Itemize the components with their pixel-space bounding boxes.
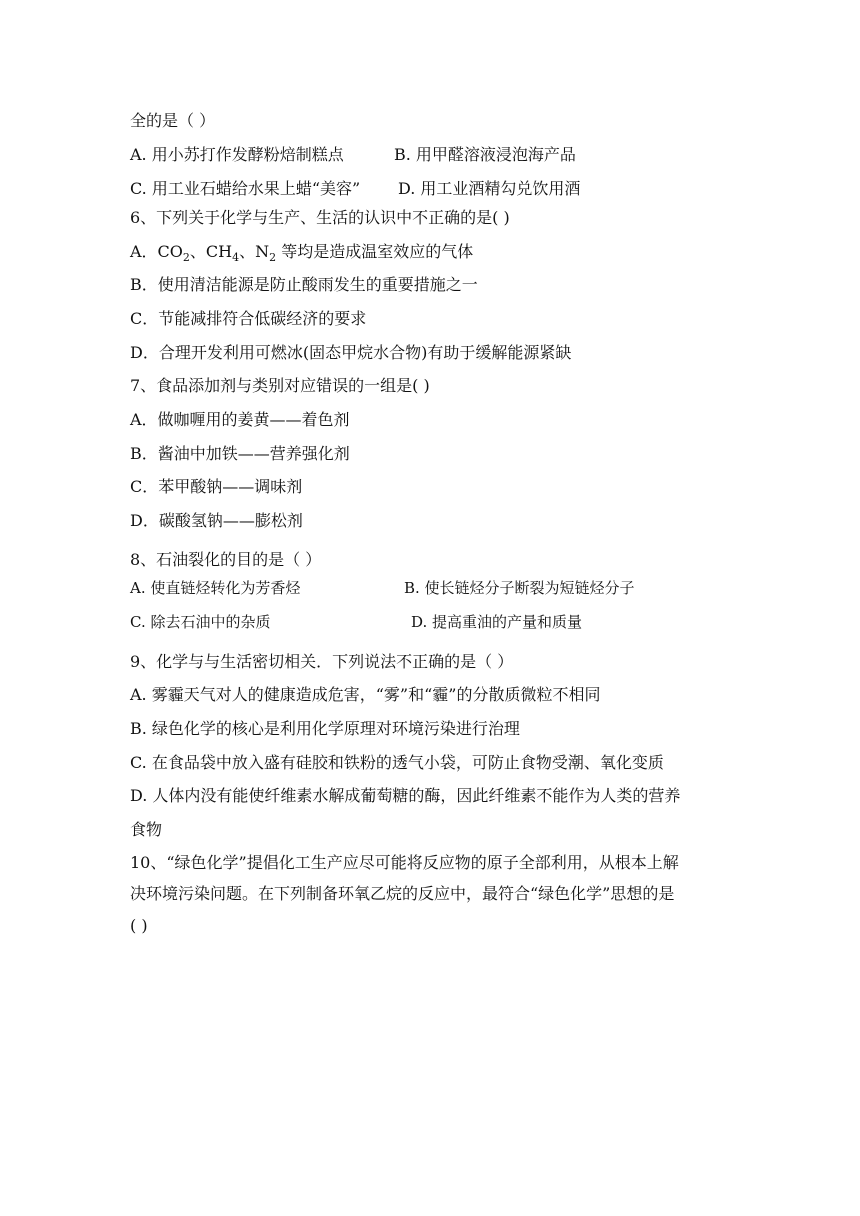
q8-option-d: D. 提高重油的产量和质量 [411, 613, 583, 631]
q6-option-d: D．合理开发利用可燃冰(固态甲烷水合物)有助于缓解能源紧缺 [130, 343, 572, 362]
q9-stem: 9、化学与与生活密切相关．下列说法不正确的是（ ） [130, 652, 514, 671]
q5-option-a: A. 用小苏打作发酵粉焙制糕点 [130, 145, 344, 164]
q5-option-b: B. 用甲醛溶液浸泡海产品 [394, 145, 576, 164]
q7-option-a: A．做咖喱用的姜黄——着色剂 [130, 410, 350, 429]
q6-option-a: A．$CO_2$、$CH_4$、$N_2$ 等均是造成温室效应的气体 [130, 242, 474, 265]
q9-option-c: C. 在食品袋中放入盛有硅胶和铁粉的透气小袋，可防止食物受潮、氧化变质 [130, 753, 664, 772]
q6-option-c: C．节能减排符合低碳经济的要求 [130, 309, 367, 328]
q9-option-a: A. 雾霾天气对人的健康造成危害，“雾”和“霾”的分散质微粒不相同 [130, 685, 601, 704]
q7-option-d: D．碳酸氢钠——膨松剂 [130, 511, 303, 530]
q7-option-c: C．苯甲酸钠——调味剂 [130, 477, 303, 496]
q8-stem: 8、石油裂化的目的是（ ） [130, 550, 322, 569]
q8-option-a: A. 使直链烃转化为芳香烃 [130, 579, 301, 597]
q6-option-b: B．使用清洁能源是防止酸雨发生的重要措施之一 [130, 275, 478, 294]
q5-option-c: C. 用工业石蜡给水果上蜡“美容” [130, 179, 361, 198]
q6-stem: 6、下列关于化学与生产、生活的认识中不正确的是( ) [130, 208, 510, 227]
q5-stem-continuation: 全的是（ ） [130, 111, 216, 130]
q10-stem-line2: 决环境污染问题。在下列制备环氧乙烷的反应中，最符合“绿色化学”思想的是 [130, 884, 675, 903]
q7-stem: 7、食品添加剂与类别对应错误的一组是( ) [130, 376, 430, 395]
q7-option-b: B．酱油中加铁——营养强化剂 [130, 444, 350, 463]
q8-option-b: B. 使长链烃分子断裂为短链烃分子 [404, 579, 635, 597]
q8-option-c: C. 除去石油中的杂质 [130, 613, 271, 631]
q9-option-d-line2: 食物 [130, 820, 163, 839]
q5-option-d: D. 用工业酒精勾兑饮用酒 [398, 179, 581, 198]
q10-stem-line1: 10、“绿色化学”提倡化工生产应尽可能将反应物的原子全部利用，从根本上解 [130, 853, 679, 872]
q9-option-d-line1: D. 人体内没有能使纤维素水解成葡萄糖的酶，因此纤维素不能作为人类的营养 [130, 786, 681, 805]
q9-option-b: B. 绿色化学的核心是利用化学原理对环境污染进行治理 [130, 719, 520, 738]
q10-stem-line3: ( ) [130, 916, 148, 935]
